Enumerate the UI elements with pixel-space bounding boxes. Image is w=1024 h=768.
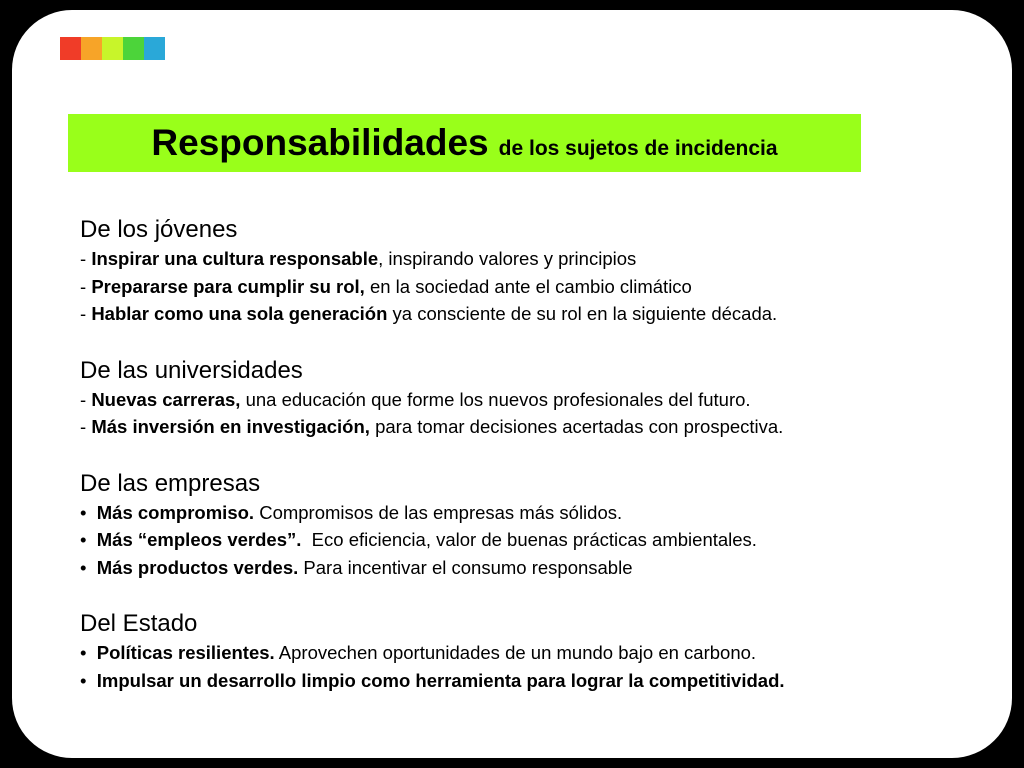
section-heading: De las universidades: [80, 356, 303, 384]
item-text: en la sociedad ante el cambio climático: [364, 275, 692, 297]
section-heading: De los jóvenes: [80, 216, 238, 243]
list-item: [80, 273, 1000, 301]
section: [80, 469, 1000, 582]
color-swatch: [102, 37, 123, 60]
list-marker: -: [80, 303, 92, 324]
list-item: [80, 526, 1000, 554]
title-main: Responsabilidades: [151, 122, 489, 163]
item-bold-text: Prepararse para cumplir su rol,: [91, 275, 365, 297]
list-item: [80, 300, 1000, 328]
section-heading: Del Estado: [80, 610, 198, 637]
item-bold-text: Más compromiso.: [96, 501, 255, 523]
item-bold-text: Impulsar un desarrollo limpio como herramienta para lograr la competitividad.: [96, 669, 785, 691]
item-bold-text: Inspirar una cultura responsable: [91, 248, 379, 269]
list-item: [80, 245, 1000, 273]
item-bold-text: Políticas resilientes.: [96, 642, 275, 663]
section-heading: De las empresas: [80, 469, 261, 497]
list-marker: -: [80, 248, 92, 269]
section: [80, 215, 1000, 328]
item-text: Eco eficiencia, valor de buenas prácticas ambientales.: [301, 529, 757, 550]
list-marker: -: [80, 275, 92, 297]
item-text: para tomar decisiones acertadas con prospectiva.: [369, 416, 784, 437]
list-item: [80, 667, 1000, 695]
section: [80, 356, 1000, 441]
list-marker: -: [80, 416, 92, 437]
item-text: Para incentivar el consumo responsable: [298, 556, 633, 578]
content-body: [80, 215, 1000, 722]
list-marker: •: [80, 669, 97, 691]
item-text: ya consciente de su rol en la siguiente década.: [387, 303, 778, 324]
item-text: Compromisos de las empresas más sólidos.: [254, 501, 623, 523]
item-bold-text: Nuevas carreras,: [91, 388, 241, 410]
list-marker: -: [80, 388, 92, 410]
list-item: [80, 413, 1000, 441]
title-banner: [68, 114, 861, 172]
list-item: [80, 499, 1000, 527]
list-marker: •: [80, 642, 97, 663]
list-item: [80, 386, 1000, 414]
list-marker: •: [80, 501, 97, 523]
color-swatch: [144, 37, 165, 60]
color-swatch-bar: [60, 37, 165, 60]
list-item: [80, 639, 1000, 667]
list-marker: •: [80, 556, 97, 578]
slide: [12, 10, 1012, 758]
item-bold-text: Más inversión en investigación,: [91, 416, 370, 437]
list-marker: •: [80, 529, 97, 550]
title-subtitle: de los sujetos de incidencia: [498, 137, 778, 160]
color-swatch: [81, 37, 102, 60]
color-swatch: [60, 37, 81, 60]
item-bold-text: Más “empleos verdes”.: [96, 529, 302, 550]
item-text: , inspirando valores y principios: [378, 248, 637, 269]
color-swatch: [123, 37, 144, 60]
item-text: una educación que forme los nuevos profesionales del futuro.: [240, 388, 751, 410]
item-text: Aprovechen oportunidades de un mundo bajo en carbono.: [274, 642, 757, 663]
item-bold-text: Más productos verdes.: [96, 556, 299, 578]
section: [80, 609, 1000, 694]
list-item: [80, 554, 1000, 582]
item-bold-text: Hablar como una sola generación: [91, 303, 388, 324]
